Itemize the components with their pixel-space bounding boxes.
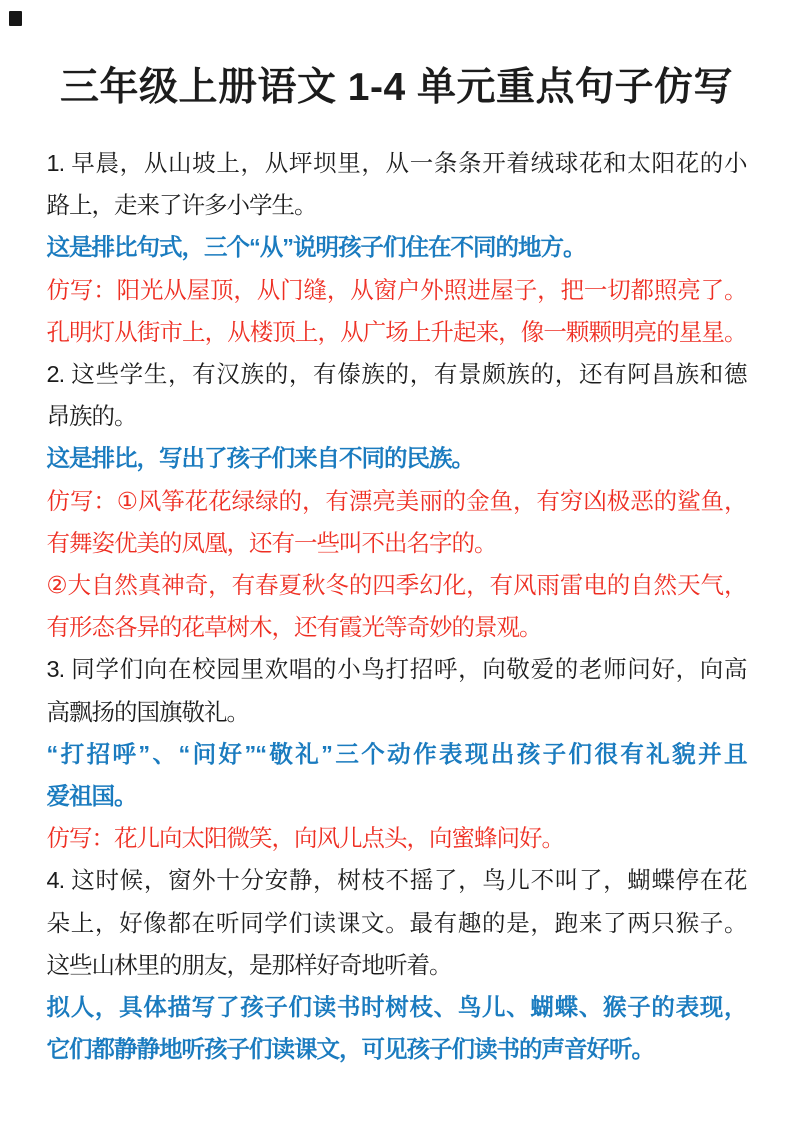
text-line-original: 这些山林里的朋友，是那样好奇地听着。 [46,951,452,978]
text-line-original: 路上，走来了许多小学生。 [46,192,317,219]
text-line-imitation: 孔明灯从街市上，从楼顶上，从广场上升起来，像一颗颗明亮的星星。 [46,318,747,345]
text-line-imitation: 有舞姿优美的凤凰，还有一些叫不出名字的。 [46,529,497,556]
scan-artifact-mark [9,11,22,26]
text-line-imitation: 有形态各异的花草树木，还有霞光等奇妙的景观。 [46,614,542,641]
text-line-analysis: 这是排比句式，三个“从”说明孩子们住在不同的地方。 [46,234,586,261]
text-line-original: 2. 这些学生，有汉族的，有傣族的，有景颇族的，还有阿昌族和德 [46,361,747,388]
document-body [47,142,747,1070]
text-line-original: 朵上，好像都在听同学们读课文。最有趣的是，跑来了两只猴子。 [46,909,747,936]
text-line-analysis: 这是排比，写出了孩子们来自不同的民族。 [46,445,474,472]
text-line-original: 高飘扬的国旗敬礼。 [46,698,249,725]
text-line-imitation: 仿写：阳光从屋顶，从门缝，从窗户外照进屋子，把一切都照亮了。 [46,276,747,303]
text-line-analysis: 它们都静静地听孩子们读课文，可见孩子们读书的声音好听。 [46,1036,654,1063]
text-line-imitation: 仿写：①风筝花花绿绿的，有漂亮美丽的金鱼，有穷凶极恶的鲨鱼， [46,487,747,514]
text-line-analysis: 拟人，具体描写了孩子们读书时树枝、鸟儿、蝴蝶、猴子的表现， [46,994,747,1021]
text-line-original: 3. 同学们向在校园里欢唱的小鸟打招呼，向敬爱的老师问好，向高 [46,656,747,683]
text-line-imitation: ②大自然真神奇，有春夏秋冬的四季幻化，有风雨雷电的自然天气， [46,572,747,599]
text-line-original: 昂族的。 [46,403,137,430]
document-title: 三年级上册语文 1-4 单元重点句子仿写 [59,66,734,109]
text-line-imitation: 仿写：花儿向太阳微笑，向风儿点头，向蜜蜂问好。 [46,825,564,852]
text-line-original: 1. 早晨，从山坡上，从坪坝里，从一条条开着绒球花和太阳花的小 [46,150,747,176]
text-line-original: 4. 这时候，窗外十分安静，树枝不摇了，鸟儿不叫了，蝴蝶停在花 [46,867,747,894]
text-line-analysis: 爱祖国。 [46,783,137,810]
text-line-analysis: “打招呼”、“问好”“敬礼”三个动作表现出孩子们很有礼貌并且 [46,740,747,767]
